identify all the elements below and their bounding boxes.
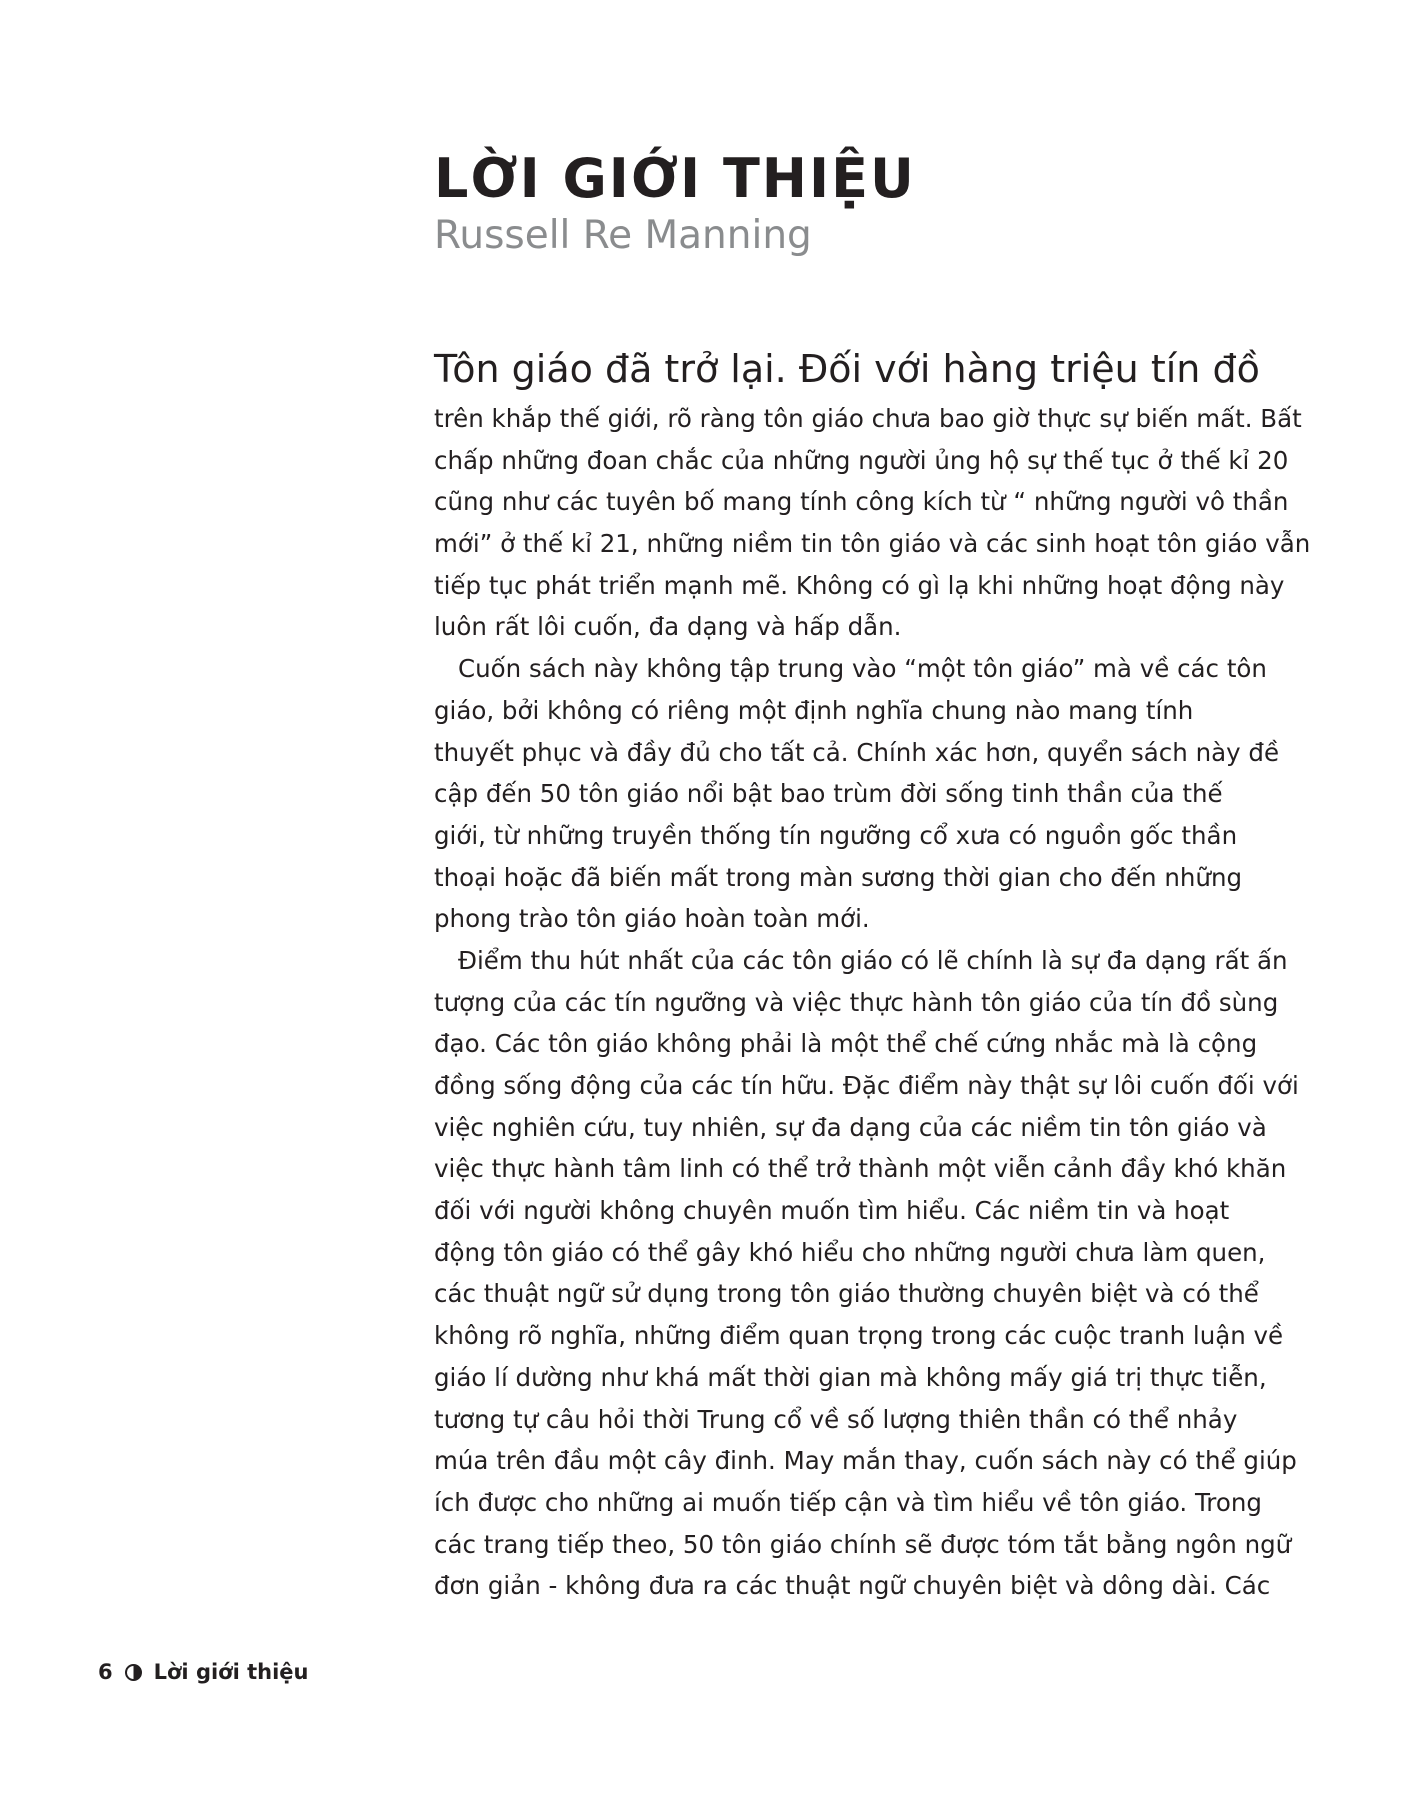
text-line: tương tự câu hỏi thời Trung cổ về số lượng thiên thần có thể nhảy bbox=[434, 1404, 1238, 1434]
text-line: luôn rất lôi cuốn, đa dạng và hấp dẫn. bbox=[434, 612, 902, 642]
text-line: đồng sống động của các tín hữu. Đặc điểm này thật sự lôi cuốn đối với bbox=[434, 1071, 1299, 1100]
page-number: 6 bbox=[98, 1660, 113, 1684]
text-line: đối với người không chuyên muốn tìm hiểu. Các niềm tin và hoạt bbox=[434, 1196, 1230, 1226]
running-title: Lời giới thiệu bbox=[153, 1660, 309, 1684]
text-line: giới, từ những truyền thống tín ngưỡng cổ xưa có nguồn gốc thần bbox=[434, 820, 1238, 850]
page-footer bbox=[98, 1660, 309, 1684]
text-line: ích được cho những ai muốn tiếp cận và tìm hiểu về tôn giáo. Trong bbox=[434, 1487, 1262, 1517]
text-line: đạo. Các tôn giáo không phải là một thể chế cứng nhắc mà là cộng bbox=[434, 1029, 1258, 1059]
text-line: giáo, bởi không có riêng một định nghĩa chung nào mang tính bbox=[434, 695, 1194, 725]
text-line: trên khắp thế giới, rõ ràng tôn giáo chưa bao giờ thực sự biến mất. Bất bbox=[434, 404, 1302, 433]
text-line: các thuật ngữ sử dụng trong tôn giáo thường chuyên biệt và có thể bbox=[434, 1279, 1259, 1309]
text-line: tiếp tục phát triển mạnh mẽ. Không có gì lạ khi những hoạt động này bbox=[434, 570, 1285, 600]
text-line: múa trên đầu một cây đinh. May mắn thay, cuốn sách này có thể giúp bbox=[434, 1446, 1297, 1476]
text-line: việc nghiên cứu, tuy nhiên, sự đa dạng của các niềm tin tôn giáo và bbox=[434, 1112, 1267, 1142]
body-text bbox=[434, 340, 1311, 1607]
text-line: Điểm thu hút nhất của các tôn giáo có lẽ chính là sự đa dạng rất ấn bbox=[458, 945, 1288, 975]
chapter-heading bbox=[434, 146, 1334, 260]
text-line: cập đến 50 tôn giáo nổi bật bao trùm đời sống tinh thần của thế bbox=[434, 779, 1223, 809]
text-line: Cuốn sách này không tập trung vào “một tôn giáo” mà về các tôn bbox=[458, 654, 1267, 684]
text-line: không rõ nghĩa, những điểm quan trọng trong các cuộc tranh luận về bbox=[434, 1321, 1284, 1351]
text-line: động tôn giáo có thể gây khó hiểu cho những người chưa làm quen, bbox=[434, 1237, 1266, 1267]
text-line: thuyết phục và đầy đủ cho tất cả. Chính xác hơn, quyển sách này đề bbox=[434, 737, 1280, 767]
text-line: phong trào tôn giáo hoàn toàn mới. bbox=[434, 904, 870, 934]
text-line: tượng của các tín ngưỡng và việc thực hành tôn giáo của tín đồ sùng bbox=[434, 987, 1279, 1017]
chapter-title: LỜI GIỚI THIỆU bbox=[434, 147, 916, 210]
text-line: chấp những đoan chắc của những người ủng hộ sự thế tục ở thế kỉ 20 bbox=[434, 445, 1289, 475]
text-line: giáo lí dường như khá mất thời gian mà không mấy giá trị thực tiễn, bbox=[434, 1362, 1267, 1392]
chapter-author: Russell Re Manning bbox=[434, 213, 812, 258]
lead-line: Tôn giáo đã trở lại. Đối với hàng triệu tín đồ bbox=[434, 347, 1260, 391]
text-line: mới” ở thế kỉ 21, những niềm tin tôn giáo và các sinh hoạt tôn giáo vẫn bbox=[434, 529, 1311, 559]
text-line: việc thực hành tâm linh có thể trở thành một viễn cảnh đầy khó khăn bbox=[434, 1154, 1287, 1184]
text-line: các trang tiếp theo, 50 tôn giáo chính sẽ được tóm tắt bằng ngôn ngữ bbox=[434, 1529, 1292, 1559]
half-circle-icon bbox=[125, 1664, 142, 1681]
text-line: thoại hoặc đã biến mất trong màn sương thời gian cho đến những bbox=[434, 862, 1243, 892]
text-line: đơn giản - không đưa ra các thuật ngữ chuyên biệt và dông dài. Các bbox=[434, 1571, 1271, 1601]
text-line: cũng như các tuyên bố mang tính công kích từ “ những người vô thần bbox=[434, 487, 1289, 517]
